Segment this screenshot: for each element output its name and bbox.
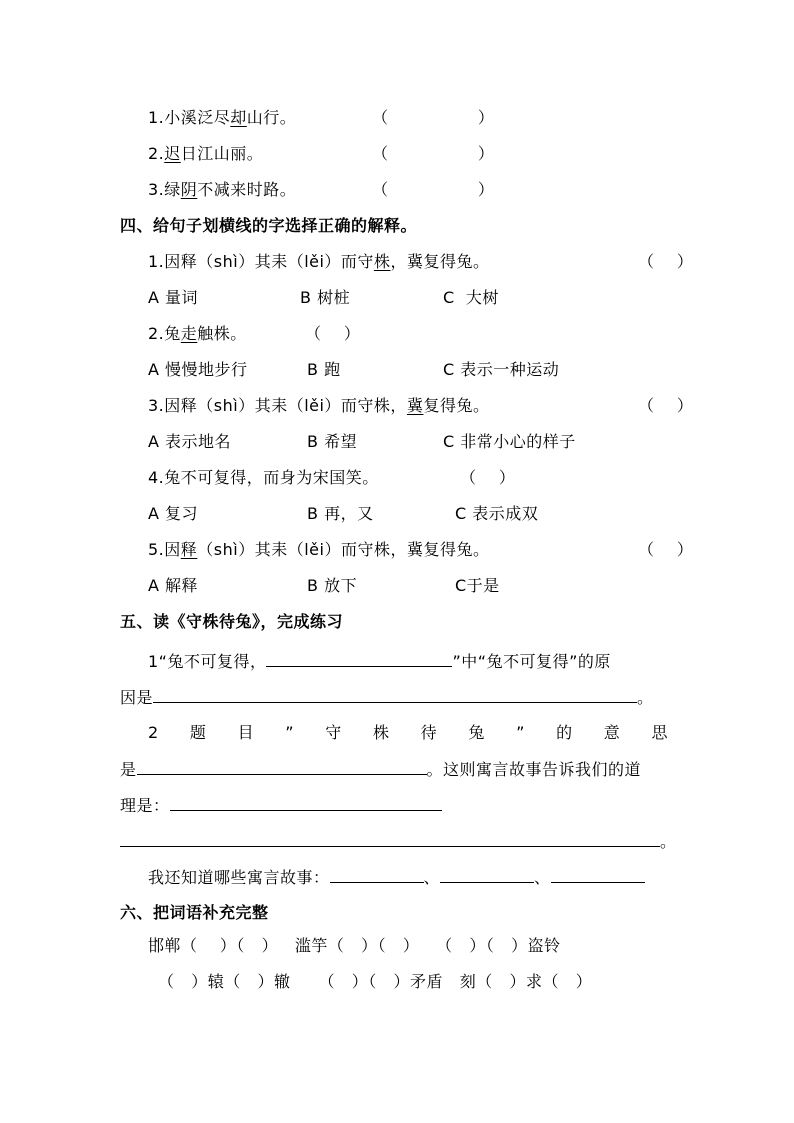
- s5-q1-line2: 因是 。: [120, 688, 654, 707]
- s5-more-fables: 我还知道哪些寓言故事： 、 、: [148, 866, 645, 889]
- s4-q3-option-b[interactable]: B 希望: [307, 432, 358, 451]
- section6-title: 六、把词语补充完整: [120, 903, 269, 922]
- s4-q5-paren[interactable]: （ ）: [638, 540, 694, 559]
- s3-item-3: 3.绿阴不减来时路。: [148, 180, 297, 199]
- answer-blank[interactable]: [330, 866, 424, 883]
- s4-q2-option-b[interactable]: B 跑: [307, 360, 341, 379]
- answer-blank[interactable]: [137, 758, 427, 775]
- s6-row-2[interactable]: （ ）辕（ ）辙 （ ）（ ）矛盾 刻（ ）求（ ）: [158, 972, 593, 991]
- answer-blank[interactable]: [551, 866, 645, 883]
- s4-q5: 5.因释（shì）其耒（lěi）而守株，冀复得兔。: [148, 540, 490, 559]
- s4-q4-option-a[interactable]: A 复习: [148, 504, 199, 523]
- answer-blank[interactable]: [153, 686, 637, 703]
- s3-paren-1[interactable]: （ ）: [372, 108, 495, 127]
- s4-q3-paren[interactable]: （ ）: [638, 396, 694, 415]
- answer-blank[interactable]: [440, 866, 534, 883]
- s4-q5-option-a[interactable]: A 解释: [148, 576, 199, 595]
- s4-q4-option-b[interactable]: B 再，又: [307, 504, 374, 523]
- section4-title: 四、给句子划横线的字选择正确的解释。: [120, 216, 418, 235]
- s4-q2-paren[interactable]: （ ）: [305, 324, 361, 343]
- s4-q4: 4.兔不可复得，而身为宋国笑。: [148, 468, 379, 487]
- s4-q5-option-b[interactable]: B 放下: [307, 576, 358, 595]
- s4-q4-option-c[interactable]: C 表示成双: [455, 504, 539, 523]
- s6-row-1[interactable]: 邯郸（ ）（ ） 滥竽（ ）（ ） （ ）（ ）盗铃: [148, 936, 561, 955]
- s4-q1: 1.因释（shì）其耒（lěi）而守株，冀复得兔。: [148, 252, 490, 271]
- s5-q1-line1: 1“兔不可复得， ”中“兔不可复得”的原: [148, 652, 611, 671]
- s4-q1-paren[interactable]: （ ）: [638, 252, 694, 271]
- answer-blank[interactable]: [266, 650, 452, 667]
- answer-blank[interactable]: [120, 830, 660, 847]
- s4-q4-paren[interactable]: （ ）: [460, 468, 516, 487]
- s4-q1-option-a[interactable]: A 量词: [148, 288, 199, 307]
- section5-title: 五、读《守株待兔》，完成练习: [120, 612, 344, 631]
- s3-paren-2[interactable]: （ ）: [372, 144, 495, 163]
- s4-q2: 2.兔走触株。: [148, 324, 247, 343]
- underlined-char: 迟: [164, 144, 181, 163]
- s4-q1-option-c[interactable]: C 大树: [443, 288, 499, 307]
- s3-item-2: 2.迟日江山丽。: [148, 144, 264, 163]
- s4-q3-option-a[interactable]: A 表示地名: [148, 432, 232, 451]
- s4-q5-option-c[interactable]: C于是: [455, 576, 500, 595]
- s5-q2-line2: 是 。这则寓言故事告诉我们的道: [120, 760, 642, 779]
- s5-q2-line4: 。: [120, 830, 677, 853]
- s5-q2-line1: 2 题 目 ” 守 株 待 兔 ” 的 意 思: [148, 723, 668, 742]
- s4-q2-option-a[interactable]: A 慢慢地步行: [148, 360, 248, 379]
- underlined-char: 阴: [180, 180, 198, 199]
- s3-item-1: 1.小溪泛尽却山行。: [148, 108, 297, 127]
- s4-q2-option-c[interactable]: C 表示一种运动: [443, 360, 560, 379]
- s4-q3-option-c[interactable]: C 非常小心的样子: [443, 432, 576, 451]
- s4-q1-option-b[interactable]: B 树桩: [300, 288, 351, 307]
- underlined-char: 却: [230, 108, 247, 127]
- s3-paren-3[interactable]: （ ）: [372, 180, 495, 199]
- s5-q2-line3: 理是：: [120, 794, 442, 817]
- s4-q3: 3.因释（shì）其耒（lěi）而守株，冀复得兔。: [148, 396, 490, 415]
- answer-blank[interactable]: [170, 794, 442, 811]
